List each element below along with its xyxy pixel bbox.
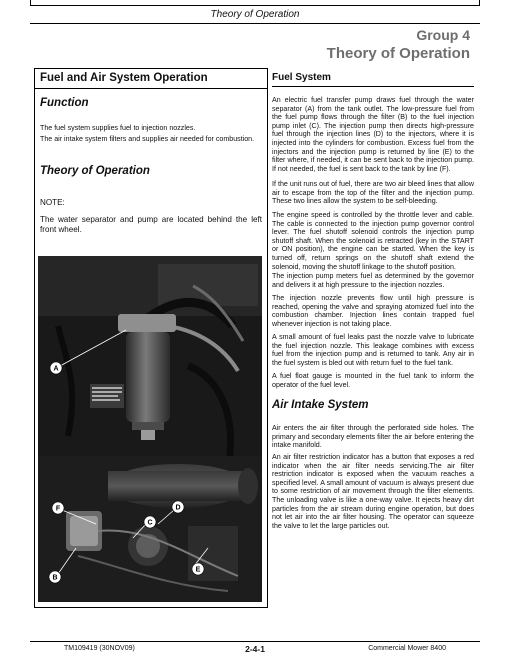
function-paragraph-2: The air intake system filters and supplies air needed for combustion. bbox=[40, 135, 255, 143]
header-top-rule bbox=[30, 5, 480, 6]
footer-rule bbox=[30, 641, 480, 642]
note-label: NOTE: bbox=[40, 198, 65, 207]
fuel-paragraph-7: A fuel float gauge is mounted in the fuel tank to inform the operator of the fuel level. bbox=[272, 372, 474, 389]
function-paragraph-1: The fuel system supplies fuel to injection nozzles. bbox=[40, 124, 196, 132]
air-paragraph-1: Air enters the air filter through the perforated side holes. The primary and secondary elements filter the air before entering the intake manifold. bbox=[272, 424, 474, 450]
running-title: Theory of Operation bbox=[210, 9, 300, 20]
fuel-system-heading: Fuel System bbox=[272, 72, 331, 83]
footer-page-number: 2-4-1 bbox=[245, 644, 265, 654]
fuel-air-title: Fuel and Air System Operation bbox=[40, 72, 208, 84]
fuel-paragraph-2: If the unit runs out of fuel, there are two air bleed lines that allow air to escape from the top of the filter and the injection pump. These two lines allow the system to be self-bleeding. bbox=[272, 180, 474, 206]
header-bottom-rule bbox=[30, 23, 480, 24]
left-box-header bbox=[35, 69, 267, 89]
function-heading: Function bbox=[40, 97, 89, 109]
group-label: Group 4 bbox=[416, 27, 470, 43]
svg-text:E: E bbox=[195, 566, 201, 574]
footer-product: Commercial Mower 8400 bbox=[368, 645, 446, 652]
fuel-paragraph-5: The injection nozzle prevents flow until high pressure is reached, opening the valve and spraying atomized fuel into the combustion chamber. Injection lines contain trapped fuel whenever injection is not taking place. bbox=[272, 294, 474, 328]
svg-text:C: C bbox=[147, 519, 153, 527]
svg-text:A: A bbox=[53, 365, 59, 373]
svg-text:D: D bbox=[175, 504, 181, 512]
air-intake-heading: Air Intake System bbox=[272, 399, 369, 411]
fuel-paragraph-6: A small amount of fuel leaks past the nozzle valve to lubricate the fuel injection nozzle. This leakage combines with excess fuel from the injection pump and is returned to tank. Any air in the fuel system is bled out with return fuel to the fuel tank. bbox=[272, 333, 474, 367]
engine-photo bbox=[38, 256, 262, 602]
engine-photo-drawing bbox=[38, 256, 262, 602]
svg-text:B: B bbox=[52, 574, 58, 582]
air-paragraph-2: An air filter restriction indicator has a button that exposes a red indicator when the air filter needs servicing.The air filter restriction indicator is exposed when the vacuum reaches a specified level. A small amount of vacuum is always present due to some restriction of air movement through the filter elements. The unloading valve is like a one-way valve. It ejects heavy dirt particles from the air stream during engine operation, but does not let air into the air filter housing. The operator can squeeze the valve to let the large particles out. bbox=[272, 453, 474, 530]
fuel-paragraph-1: An electric fuel transfer pump draws fuel through the water separator (A) from the tank outlet. The low-pressure fuel from the fuel pump flows through the filter (B) to the fuel injection pump inlet (C). The injection pump then directs high-pressure fuel through the injection lines (D) to the injectors, where it is injected into the cylinders for combustion. Excess fuel from the injectors and the injection pump is returned by line (E) to the filter where, if needed, it can be sent back to the injection pump. If not needed, the fuel is sent back to the tank by line (F). bbox=[272, 96, 474, 173]
group-title: Theory of Operation bbox=[326, 45, 470, 62]
fuel-paragraph-3: The engine speed is controlled by the throttle lever and cable. The cable is connected to the injection pump governor control lever. The fuel shutoff solenoid controls the injection pump shutoff shaft. When the solenoid is retracted (key in the START or ON position), the engine can be started. When the key is turned off, return springs on the shutoff shaft extend the solenoid, moving the shutoff linkage to the shutoff position. bbox=[272, 211, 474, 271]
fuel-paragraph-4: The injection pump meters fuel as determined by the governor and delivers it at high pressure to the injection nozzles. bbox=[272, 272, 474, 289]
footer-doc-code: TM109419 (30NOV09) bbox=[64, 645, 135, 652]
svg-text:F: F bbox=[55, 505, 61, 513]
theory-heading: Theory of Operation bbox=[40, 165, 150, 177]
note-text: The water separator and pump are located behind the left front wheel. bbox=[40, 215, 262, 234]
right-heading-rule bbox=[272, 86, 474, 87]
